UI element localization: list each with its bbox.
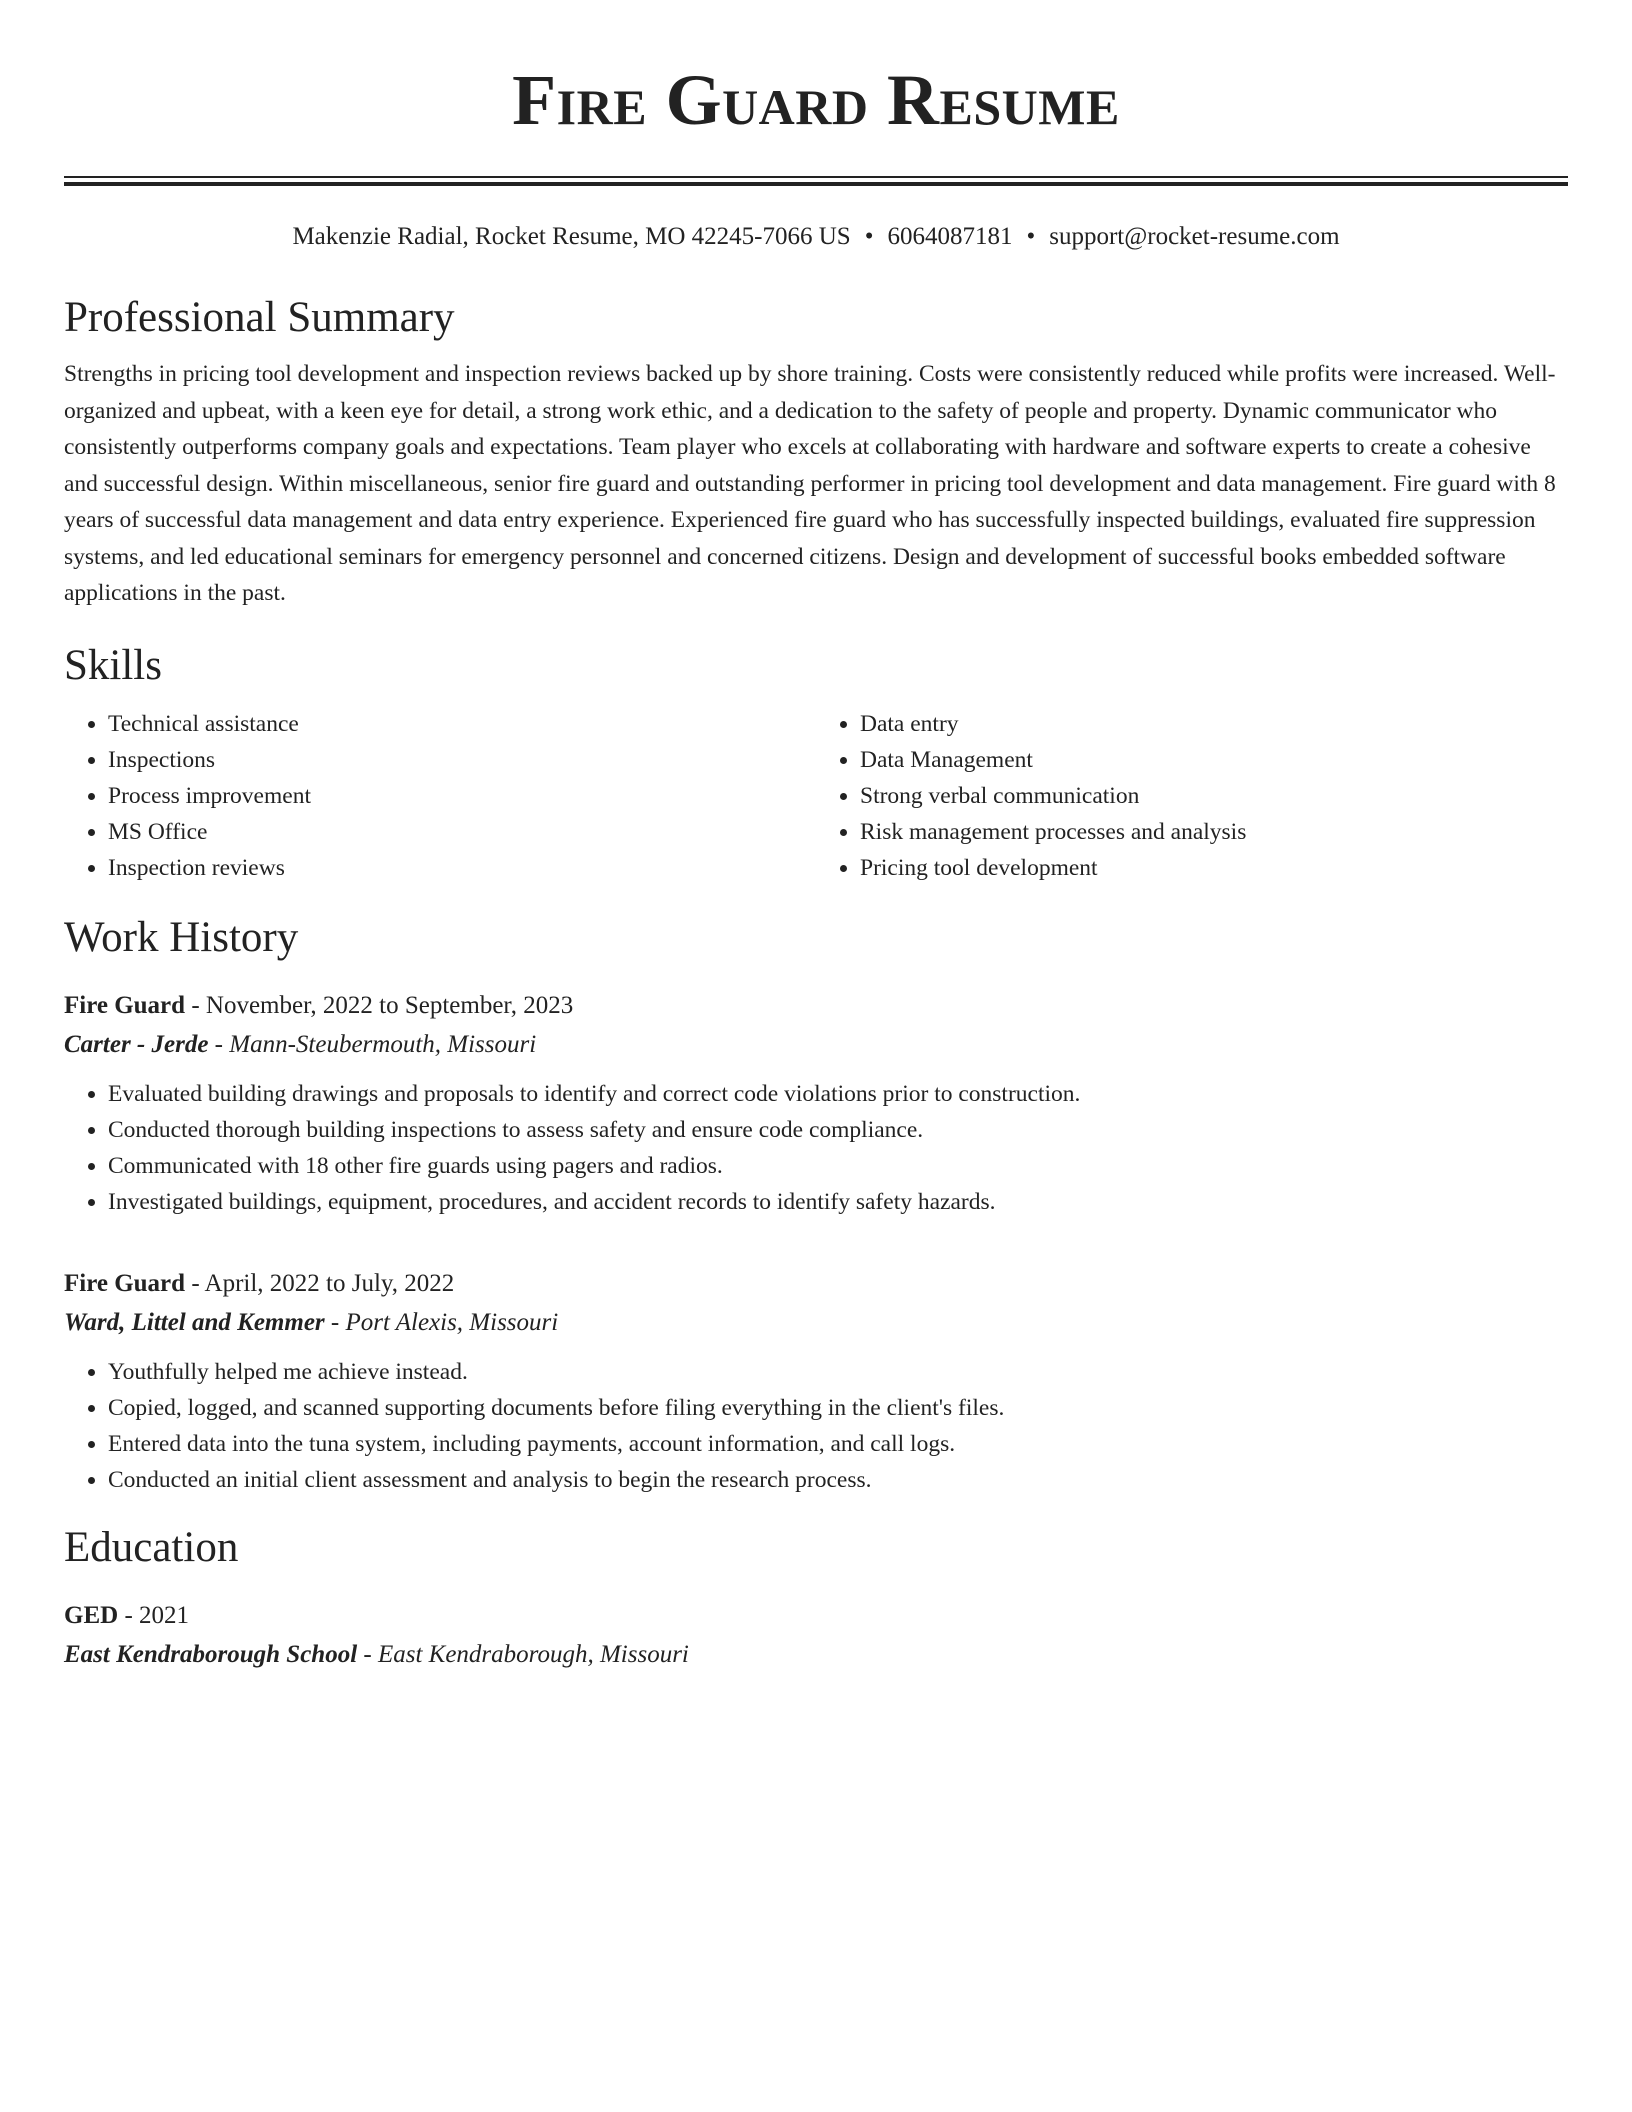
- skills-list: [64, 706, 1568, 886]
- school-name: East Kendraborough School: [64, 1640, 358, 1668]
- job-dates: - November, 2022 to September, 2023: [185, 991, 574, 1019]
- job-bullet: • Investigated buildings, equipment, procedures, and accident records to identify safety hazards.: [108, 1184, 1568, 1220]
- title-divider: [64, 176, 1568, 186]
- resume-title: Fire Guard Resume: [512, 60, 1120, 140]
- contact-separator: •: [864, 223, 874, 250]
- skills-column-left: [64, 706, 816, 886]
- job-bullet: • Youthfully helped me achieve instead.: [108, 1354, 1568, 1390]
- job-bullet: • Conducted thorough building inspections to assess safety and ensure code compliance.: [108, 1112, 1568, 1148]
- job-bullet: • Evaluated building drawings and proposals to identify and correct code violations prior to construction.: [108, 1076, 1568, 1112]
- contact-phone: 6064087181: [887, 223, 1013, 250]
- skill-item: • Data Management: [860, 742, 1568, 778]
- job-bullet: • Entered data into the tuna system, including payments, account information, and call logs.: [108, 1426, 1568, 1462]
- degree: GED: [64, 1601, 119, 1629]
- education-entry: [64, 1596, 1568, 1674]
- job-title-line: [64, 986, 1568, 1026]
- job-bullets: [64, 1076, 1568, 1220]
- job-company-line: [64, 1304, 1568, 1342]
- job-company-line: [64, 1026, 1568, 1064]
- contact-line: [64, 220, 1568, 254]
- school-line: [64, 1636, 1568, 1674]
- job-location: - Mann-Steubermouth, Missouri: [208, 1030, 537, 1058]
- job-dates: - April, 2022 to July, 2022: [185, 1269, 455, 1297]
- skill-item: • Pricing tool development: [860, 850, 1568, 886]
- job-company: Ward, Littel and Kemmer: [64, 1308, 325, 1336]
- skill-item: • Risk management processes and analysis: [860, 814, 1568, 850]
- job-title: Fire Guard: [64, 991, 186, 1019]
- job-location: - Port Alexis, Missouri: [324, 1308, 559, 1336]
- contact-separator: •: [1026, 223, 1036, 250]
- summary-text: Strengths in pricing tool development and inspection reviews backed up by shore training. Costs were consistently reduced while profits were increased. Well-organized and upbeat, with a keen eye for detail, a strong work ethic, and a dedication to the safety of people and property. Dynamic communicator who consistently outperforms company goals and expectations. Team player who excels at collaborating with hardware and software experts to create a cohesive and successful design. Within miscellaneous, senior fire guard and outstanding performer in pricing tool development and data management. Fire guard with 8 years of successful data management and data entry experience. Experienced fire guard who has successfully inspected buildings, evaluated fire suppression systems, and led educational seminars for emergency personnel and concerned citizens. Design and development of successful books embedded software applications in the past.: [64, 361, 1556, 606]
- job-bullet: • Conducted an initial client assessment and analysis to begin the research process.: [108, 1462, 1568, 1498]
- work-history-heading: Work History: [64, 913, 299, 961]
- skill-item: • MS Office: [108, 814, 816, 850]
- job-company: Carter - Jerde: [64, 1030, 209, 1058]
- job-bullet: • Copied, logged, and scanned supporting documents before filing everything in the client's files.: [108, 1390, 1568, 1426]
- skills-column-right: [816, 706, 1568, 886]
- skill-item: • Technical assistance: [108, 706, 816, 742]
- skill-item: • Data entry: [860, 706, 1568, 742]
- contact-address: Makenzie Radial, Rocket Resume, MO 42245-7066 US: [292, 223, 851, 250]
- job-title: Fire Guard: [64, 1269, 186, 1297]
- skill-item: • Strong verbal communication: [860, 778, 1568, 814]
- job-bullet: • Communicated with 18 other fire guards using pagers and radios.: [108, 1148, 1568, 1184]
- degree-line: [64, 1596, 1568, 1636]
- skills-heading: Skills: [64, 641, 162, 689]
- job-entry: [64, 986, 1568, 1220]
- skill-item: • Inspections: [108, 742, 816, 778]
- skill-item: • Process improvement: [108, 778, 816, 814]
- education-heading: Education: [64, 1523, 239, 1571]
- job-bullets: [64, 1354, 1568, 1498]
- job-title-line: [64, 1264, 1568, 1304]
- job-entry: [64, 1264, 1568, 1498]
- school-location: - East Kendraborough, Missouri: [357, 1640, 689, 1668]
- summary-heading: Professional Summary: [64, 294, 455, 341]
- skill-item: • Inspection reviews: [108, 850, 816, 886]
- degree-year: - 2021: [118, 1601, 190, 1629]
- contact-email: support@rocket-resume.com: [1049, 223, 1340, 250]
